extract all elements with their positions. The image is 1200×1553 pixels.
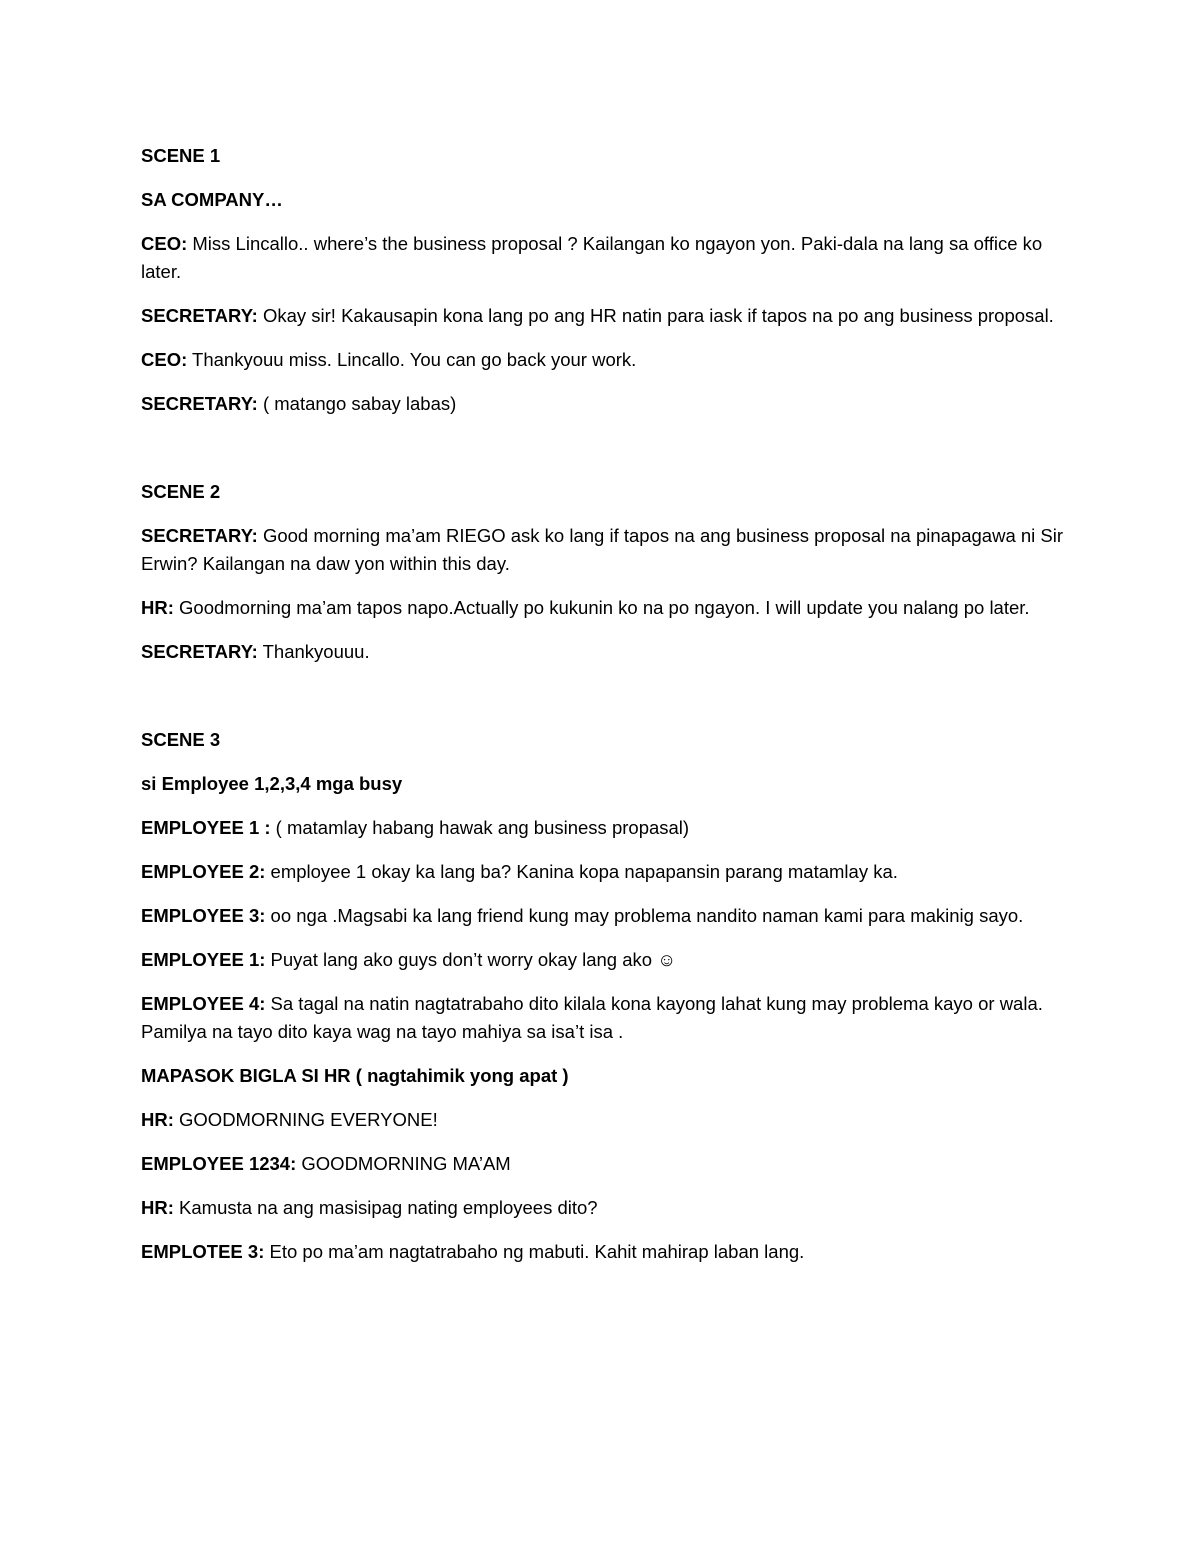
scene-1 [141, 142, 1071, 418]
dialogue-line [141, 638, 1071, 666]
dialogue-line [141, 1106, 1071, 1134]
dialogue-text: employee 1 okay ka lang ba? Kanina kopa napapansin parang matamlay ka. [265, 861, 898, 882]
scene-setting: si Employee 1,2,3,4 mga busy [141, 773, 403, 794]
speaker-name: HR: [141, 1109, 174, 1130]
dialogue-text: Sa tagal na natin nagtatrabaho dito kilala kona kayong lahat kung may problema kayo or wala. Pamilya na tayo dito kaya wag na tayo mahiya sa isa’t isa . [141, 993, 1043, 1042]
dialogue-line [141, 946, 1071, 974]
dialogue-text: Kamusta na ang masisipag nating employees dito? [173, 1197, 598, 1218]
script-body [141, 142, 1071, 1282]
dialogue-line [141, 1194, 1071, 1222]
speaker-name: EMPLOYEE 1234: [141, 1153, 297, 1174]
dialogue-line [141, 594, 1071, 622]
speaker-name: EMPLOYEE 4: [141, 993, 266, 1014]
dialogue-text: Okay sir! Kakausapin kona lang po ang HR natin para iask if tapos na po ang business proposal. [257, 305, 1054, 326]
dialogue-text: Good morning ma’am RIEGO ask ko lang if tapos na ang business proposal na pinapagawa ni Sir Erwin? Kailangan na daw yon within this day. [141, 525, 1064, 574]
speaker-name: HR: [141, 1197, 174, 1218]
scene-heading: SCENE 3 [141, 729, 221, 750]
speaker-name: EMPLOYEE 3: [141, 905, 266, 926]
dialogue-text: Goodmorning ma’am tapos napo.Actually po kukunin ko na po ngayon. I will update you nalang po later. [173, 597, 1030, 618]
dialogue-text: GOODMORNING EVERYONE! [173, 1109, 438, 1130]
dialogue-line [141, 302, 1071, 330]
speaker-name: SECRETARY: [141, 393, 258, 414]
dialogue-line [141, 390, 1071, 418]
dialogue-line [141, 346, 1071, 374]
dialogue-text: Thankyouu miss. Lincallo. You can go back your work. [187, 349, 637, 370]
dialogue-line [141, 522, 1071, 578]
dialogue-line [141, 1150, 1071, 1178]
scene-setting: SA COMPANY… [141, 189, 283, 210]
speaker-name: EMPLOYEE 1 : [141, 817, 271, 838]
scene-2 [141, 478, 1071, 666]
speaker-name: CEO: [141, 233, 188, 254]
dialogue-text: ( matango sabay labas) [257, 393, 457, 414]
dialogue-text: Puyat lang ako guys don’t worry okay lang ako ☺ [265, 949, 677, 970]
scene-spacer [141, 434, 1071, 478]
scene-3 [141, 726, 1071, 1266]
dialogue-text: Eto po ma’am nagtatrabaho ng mabuti. Kahit mahirap laban lang. [264, 1241, 805, 1262]
dialogue-line [141, 858, 1071, 886]
scene-heading: SCENE 1 [141, 145, 221, 166]
dialogue-line [141, 814, 1071, 842]
speaker-name: EMPLOYEE 2: [141, 861, 266, 882]
scene-heading: SCENE 2 [141, 481, 221, 502]
speaker-name: SECRETARY: [141, 525, 258, 546]
speaker-name: EMPLOTEE 3: [141, 1241, 265, 1262]
stage-direction [141, 1062, 1071, 1090]
speaker-name: SECRETARY: [141, 305, 258, 326]
speaker-name: SECRETARY: [141, 641, 258, 662]
speaker-name: EMPLOYEE 1: [141, 949, 266, 970]
dialogue-text: GOODMORNING MA’AM [296, 1153, 511, 1174]
stage-direction-text: MAPASOK BIGLA SI HR ( nagtahimik yong apat ) [141, 1065, 569, 1086]
dialogue-text: oo nga .Magsabi ka lang friend kung may problema nandito naman kami para makinig sayo. [265, 905, 1024, 926]
speaker-name: CEO: [141, 349, 188, 370]
dialogue-text: ( matamlay habang hawak ang business propasal) [270, 817, 690, 838]
dialogue-line [141, 1238, 1071, 1266]
scene-spacer [141, 682, 1071, 726]
dialogue-line [141, 990, 1071, 1046]
dialogue-text: Thankyouuu. [257, 641, 370, 662]
speaker-name: HR: [141, 597, 174, 618]
dialogue-text: Miss Lincallo.. where’s the business proposal ? Kailangan ko ngayon yon. Paki-dala na lang sa office ko later. [141, 233, 1043, 282]
dialogue-line [141, 230, 1071, 286]
dialogue-line [141, 902, 1071, 930]
